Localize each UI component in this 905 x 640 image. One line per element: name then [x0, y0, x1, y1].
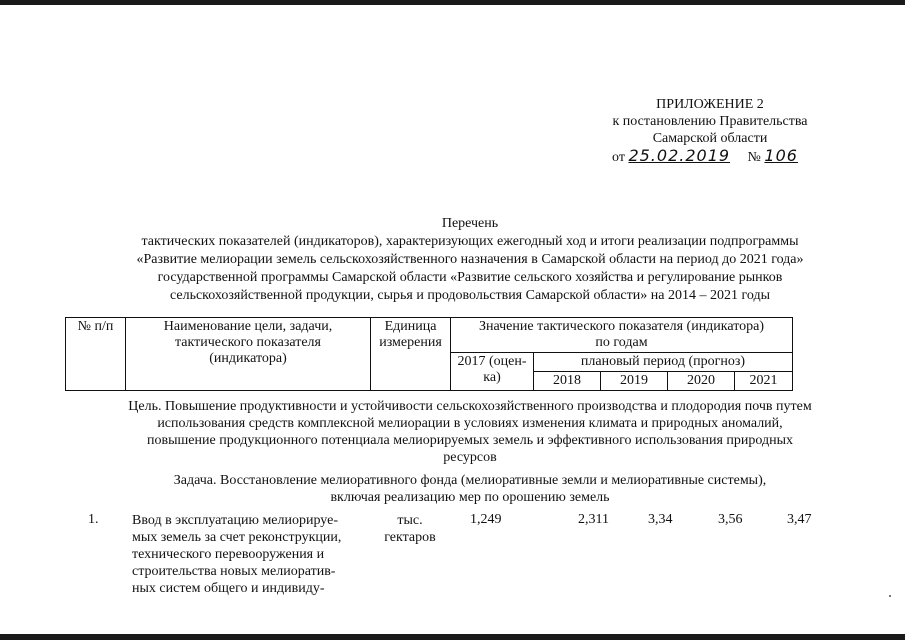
task-line-1: Задача. Восстановление мелиоративного фонда (мелиоративные земли и мелиоративные системы), — [173, 473, 767, 488]
row-1-name-line-4: строительства новых мелиоратив- — [132, 564, 336, 579]
row-1-name-line-5: ных систем общего и индивиду- — [132, 581, 325, 596]
row-1-value-2020: 3,56 — [718, 512, 743, 527]
title-line-2: тактических показателей (индикаторов), характеризующих ежегодный ход и итоги реализации подпрограммы — [141, 234, 799, 249]
header-plan-period: плановый период (прогноз) — [534, 353, 793, 372]
title-line-5: сельскохозяйственной продукции, сырья и продовольствия Самарской области» на 2014 – 2021 годы — [170, 288, 770, 303]
appendix-date-line — [612, 146, 798, 166]
handwritten-date: 25.02.2019 — [628, 146, 731, 165]
goal-line-3: повышение продукционного потенциала мелиорируемых земель и эффективного использования природных — [147, 433, 793, 448]
scan-speck — [889, 595, 891, 597]
row-1-name-line-1: Ввод в эксплуатацию мелиорируе- — [132, 513, 339, 528]
header-name-line-3: (индикатора) — [209, 351, 287, 366]
scan-top-edge — [0, 0, 905, 5]
task-section — [100, 472, 840, 506]
goal-line-4: ресурсов — [443, 450, 497, 465]
task-line-2: включая реализацию мер по орошению земель — [330, 490, 610, 505]
row-1-unit-line-2: гектаров — [384, 530, 436, 545]
number-prefix: № — [747, 150, 761, 165]
header-unit-line-1: Единица — [384, 319, 437, 334]
goal-line-1: Цель. Повышение продуктивности и устойчивости сельскохозяйственного производства и плодородия почв путем — [128, 399, 812, 414]
indicator-table-header — [65, 317, 793, 391]
appendix-line-2: к постановлению Правительства — [612, 114, 808, 129]
row-1-unit-line-1: тыс. — [397, 513, 423, 528]
goal-section — [60, 398, 880, 466]
title-line-4: государственной программы Самарской области «Развитие сельского хозяйства и регулирование рынков — [157, 270, 783, 285]
header-2017-line-2: ка) — [483, 370, 501, 385]
row-1-value-2021: 3,47 — [787, 512, 812, 527]
date-prefix: от — [612, 150, 625, 165]
header-year-2020: 2020 — [668, 372, 735, 391]
header-num: № п/п — [66, 318, 126, 391]
document-title — [60, 215, 880, 305]
header-year-2021: 2021 — [735, 372, 793, 391]
scan-bottom-edge — [0, 634, 905, 640]
header-2017-line-1: 2017 (оцен- — [457, 354, 527, 369]
header-unit — [371, 318, 451, 391]
row-1-value-2019: 3,34 — [648, 512, 673, 527]
header-year-2018: 2018 — [534, 372, 601, 391]
header-unit-line-2: измерения — [379, 335, 442, 350]
row-1-name — [132, 512, 367, 597]
goal-line-2: использования средств комплексной мелиорации в условиях изменения климата и природных аномалий, — [157, 416, 783, 431]
handwritten-number: 106 — [764, 146, 798, 165]
row-1-value-2017: 1,249 — [470, 512, 502, 527]
appendix-title: ПРИЛОЖЕНИЕ 2 — [656, 97, 764, 112]
header-name-line-2: тактического показателя — [175, 335, 321, 350]
row-1-unit — [375, 512, 445, 546]
row-1-number: 1. — [88, 512, 99, 527]
header-year-2019: 2019 — [601, 372, 668, 391]
title-line-1: Перечень — [441, 216, 499, 231]
appendix-block — [560, 96, 860, 147]
row-1-name-line-3: технического перевооружения и — [132, 547, 325, 562]
header-name-line-1: Наименование цели, задачи, — [163, 319, 333, 334]
header-values — [451, 318, 793, 353]
row-1-value-2018: 2,311 — [578, 512, 609, 527]
header-values-line-1: Значение тактического показателя (индикатора) — [478, 319, 765, 334]
appendix-line-3: Самарской области — [652, 131, 768, 146]
header-name — [126, 318, 371, 391]
row-1-name-line-2: мых земель за счет реконструкции, — [132, 530, 342, 545]
header-values-line-2: по годам — [595, 335, 648, 350]
title-line-3: «Развитие мелиорации земель сельскохозяйственного назначения в Самарской области на период до 2021 года» — [136, 252, 804, 267]
header-2017 — [451, 353, 534, 391]
